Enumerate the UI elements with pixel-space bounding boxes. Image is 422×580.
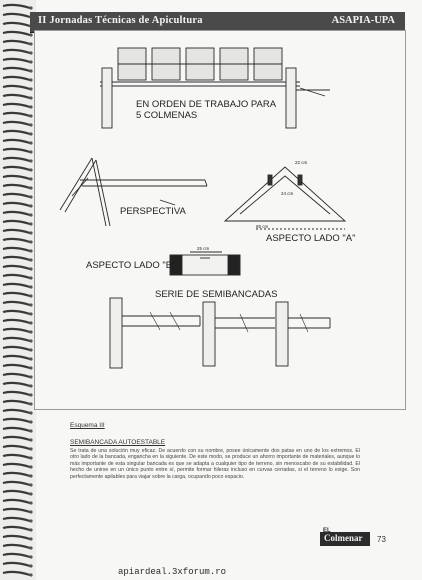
- header-title: II Jornadas Técnicas de Apicultura: [38, 15, 203, 26]
- scheme-label: Esquema III: [70, 422, 105, 429]
- el-colmenar-logo: [320, 528, 370, 546]
- header-org: ASAPIA-UPA: [331, 15, 395, 26]
- label-series: SERIE DE SEMIBANCADAS: [155, 289, 278, 300]
- dim-b-width: 25 cm: [197, 246, 210, 251]
- label-side-b: ASPECTO LADO "B": [86, 260, 176, 271]
- caption-subtitle: SEMIBANCADA AUTOESTABLE: [70, 439, 166, 446]
- caption-block: [70, 422, 360, 480]
- watermark: apiardeal.3xforum.ro: [118, 567, 227, 577]
- label-perspective: PERSPECTIVA: [120, 206, 186, 217]
- dim-top: 22 cm: [295, 160, 308, 165]
- dim-base: 85 cm: [256, 224, 269, 229]
- dim-inner: 24 cm: [281, 191, 294, 196]
- caption-body: Se trata de una solución muy eficaz. De acuerdo con su nombre, posee únicamente dos patas en uno de los extremos. El otro lado de la bancada, engancha en la siguiente. De este modo, se produce un ahorro importante de materiales, aunque lo más importante de esta singular bancada es que se adapta a cualquier tipo de terreno, sin menoscabo de su estabilidad. El hecho de unirse en un único punto entre sí, permite formar hileras incluso en curvas cerradas, si el terreno lo exige. Son perfectamente apilables para viajar sobre la carga, ocupando poco espacio.: [70, 448, 360, 480]
- series-drawing: [110, 298, 330, 368]
- logo-prefix: EL: [323, 528, 331, 534]
- side-a-drawing: [225, 167, 345, 229]
- side-b-drawing: [170, 252, 240, 275]
- logo-name: Colmenar: [324, 533, 363, 543]
- label-side-a: ASPECTO LADO "A": [266, 233, 356, 244]
- page-number: 73: [377, 535, 386, 544]
- hive-boxes: [118, 48, 282, 80]
- label-work-order: EN ORDEN DE TRABAJO PARA 5 COLMENAS: [136, 99, 277, 121]
